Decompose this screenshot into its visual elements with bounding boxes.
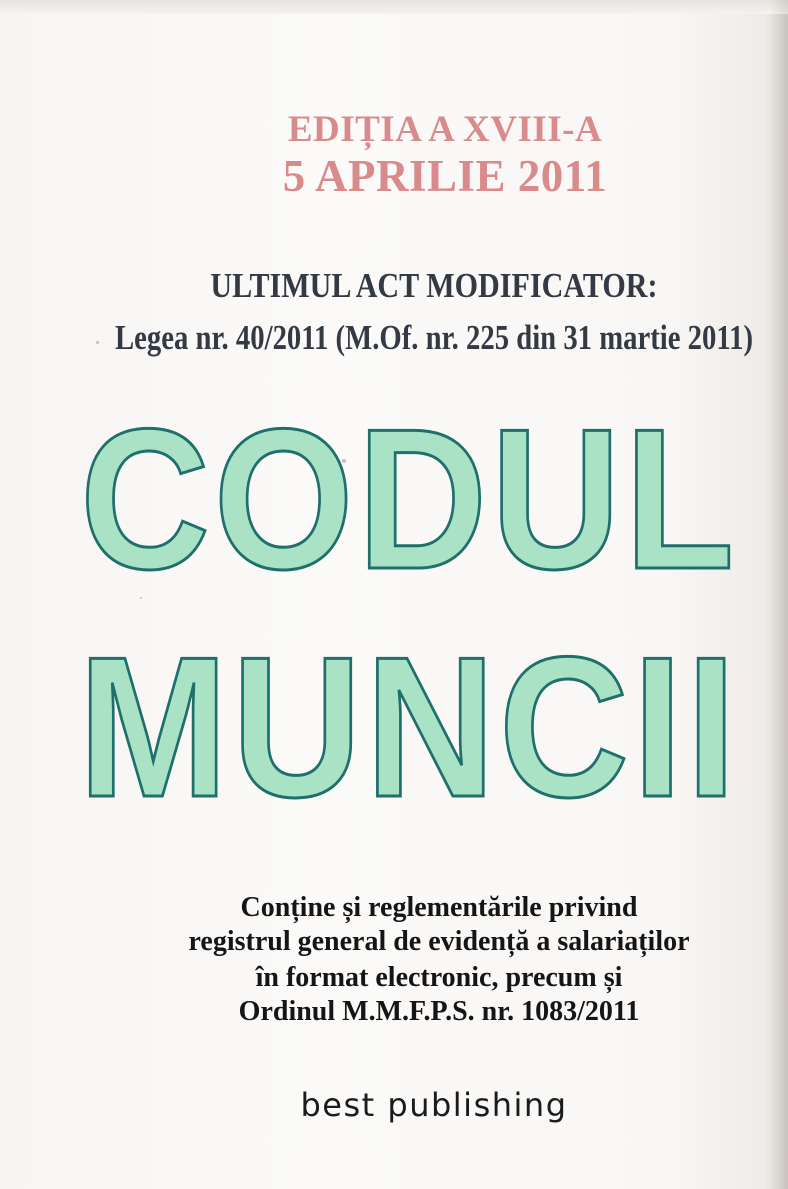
- description-line-4: Ordinul M.M.F.P.S. nr. 1083/2011: [238, 996, 640, 1027]
- edition-date: 5 APRILIE 2011: [282, 151, 608, 201]
- last-amendment-heading: ULTIMUL ACT MODIFICATOR:: [210, 266, 658, 305]
- book-title-line2: MUNCII: [78, 616, 740, 839]
- edition-number: EDIȚIA A XVIII-A: [287, 109, 603, 150]
- print-speck: [140, 597, 142, 599]
- cover-top-edge: [0, 0, 788, 14]
- publisher-name: best publishing: [300, 1086, 568, 1124]
- description-line-1: Conține și reglementările privind: [240, 892, 638, 923]
- print-speck: [342, 459, 346, 463]
- last-amendment-law: Legea nr. 40/2011 (M.Of. nr. 225 din 31 martie 2011): [114, 318, 754, 357]
- book-title-line1: CODUL: [80, 388, 738, 611]
- description-line-2: registrul general de evidență a salariaților: [188, 926, 690, 957]
- description-line-3: în format electronic, precum și: [255, 962, 623, 993]
- print-speck: [96, 341, 99, 344]
